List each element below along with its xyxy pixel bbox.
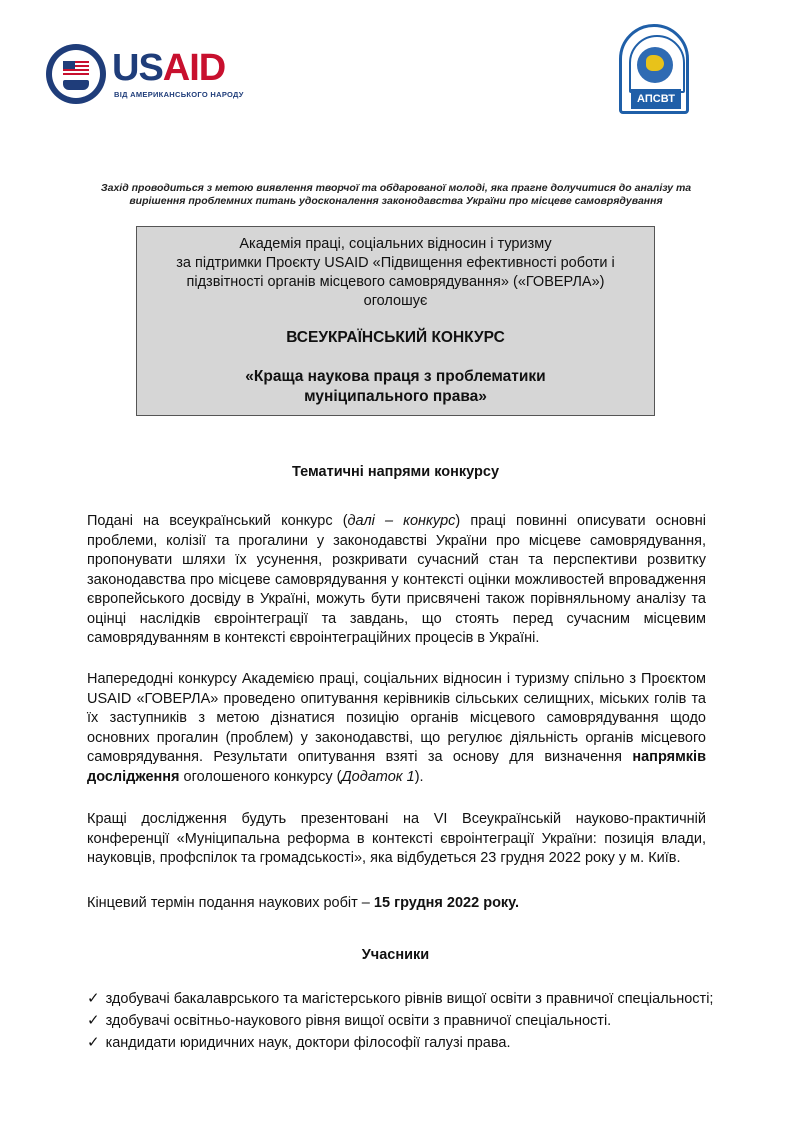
checkmark-icon: ✓ — [87, 990, 100, 1007]
intro-line: Захід проводиться з метою виявлення творчої та обдарованої молоді, яка прагне долучитися до аналізу та — [100, 182, 692, 194]
themes-paragraph-1: Подані на всеукраїнський конкурс (далі – конкурс) праці повинні описувати основні проблеми, колізії та прогалини у законодавстві України про місцеве самоврядування, пропонувати шляхи їх усунення, розкривати сучасний стан та перспективи розвитку законодавства про місцеве самоврядування у контексті оцінки можливостей впровадження європейського досвіду в Україні, можуть бути присвячені також порівняльному аналізу та оцінці наслідків євроінтеграції та завдань, що стоять перед сучасним місцевим самоврядуванням в контексті євроінтеграційних процесів в Україні. — [87, 513, 706, 646]
globe-icon — [637, 47, 673, 83]
checkmark-icon: ✓ — [87, 1034, 100, 1051]
list-item-text: здобувачі освітньо-наукового рівня вищої освіти з правничої спеціальності. — [105, 1013, 612, 1029]
organizer-line: оголошує — [363, 293, 428, 309]
contest-title — [137, 367, 654, 407]
apsvt-label: АПСВТ — [631, 89, 681, 109]
apsvt-logo — [619, 24, 691, 116]
list-item — [87, 1032, 727, 1054]
themes-paragraph-3: Кращі дослідження будуть презентовані на VI Всеукраїнській науково-практичній конференції «Муніципальна реформа в контексті євроінтеграції України: позиція влади, науковців, профспілок та громадськості», яка відбудеться 23 грудня 2022 року у м. Київ. — [87, 811, 706, 866]
deadline-paragraph: Кінцевий термін подання наукових робіт – 15 грудня 2022 року. — [87, 895, 519, 911]
list-item — [87, 1010, 727, 1032]
checkmark-icon: ✓ — [87, 1012, 100, 1029]
contest-name: ВСЕУКРАЇНСЬКИЙ КОНКУРС — [286, 329, 505, 346]
usaid-seal-icon — [46, 44, 106, 104]
list-item-text: здобувачі бакалаврського та магістерського рівнів вищої освіти з правничої спеціальності; — [105, 991, 714, 1007]
usaid-subtitle: ВІД АМЕРИКАНСЬКОГО НАРОДУ — [114, 90, 244, 99]
announcement-box — [136, 226, 655, 416]
participants-heading: Учасники — [361, 947, 430, 963]
organizer-text — [137, 235, 654, 311]
usaid-wordmark: USAID — [112, 47, 226, 89]
intro-line: вирішення проблемних питань удосконалення законодавства України про місцеве самоврядування — [129, 195, 663, 207]
contest-title-line: муніципального права» — [304, 388, 487, 405]
organizer-line: Академія праці, соціальних відносин і туризму — [239, 236, 552, 252]
themes-heading: Тематичні напрями конкурсу — [291, 464, 500, 480]
list-item — [87, 988, 727, 1010]
contest-title-line: «Краща наукова праця з проблематики — [245, 368, 546, 385]
list-item-text: кандидати юридичних наук, доктори філософії галузі права. — [105, 1035, 511, 1051]
participants-list — [87, 988, 727, 1054]
themes-paragraph-2: Напередодні конкурсу Академією праці, соціальних відносин і туризму спільно з Проєктом USAID «ГОВЕРЛА» проведено опитування керівників сільських селищних, міських голів та їх заступників з метою дізнатися позицію органів місцевого самоврядування щодо основних прогалин (проблем) у законодавстві, що регулює діяльність органів місцевого самоврядування. Результати опитування взяті за основу для визначення напрямків дослідження оголошеного конкурсу (Додаток 1). — [87, 671, 706, 785]
intro-note — [85, 182, 707, 208]
organizer-line: підзвітності органів місцевого самоврядування» («ГОВЕРЛА») — [186, 274, 605, 290]
usaid-logo — [46, 44, 266, 106]
organizer-line: за підтримки Проєкту USAID «Підвищення ефективності роботи і — [176, 255, 615, 271]
